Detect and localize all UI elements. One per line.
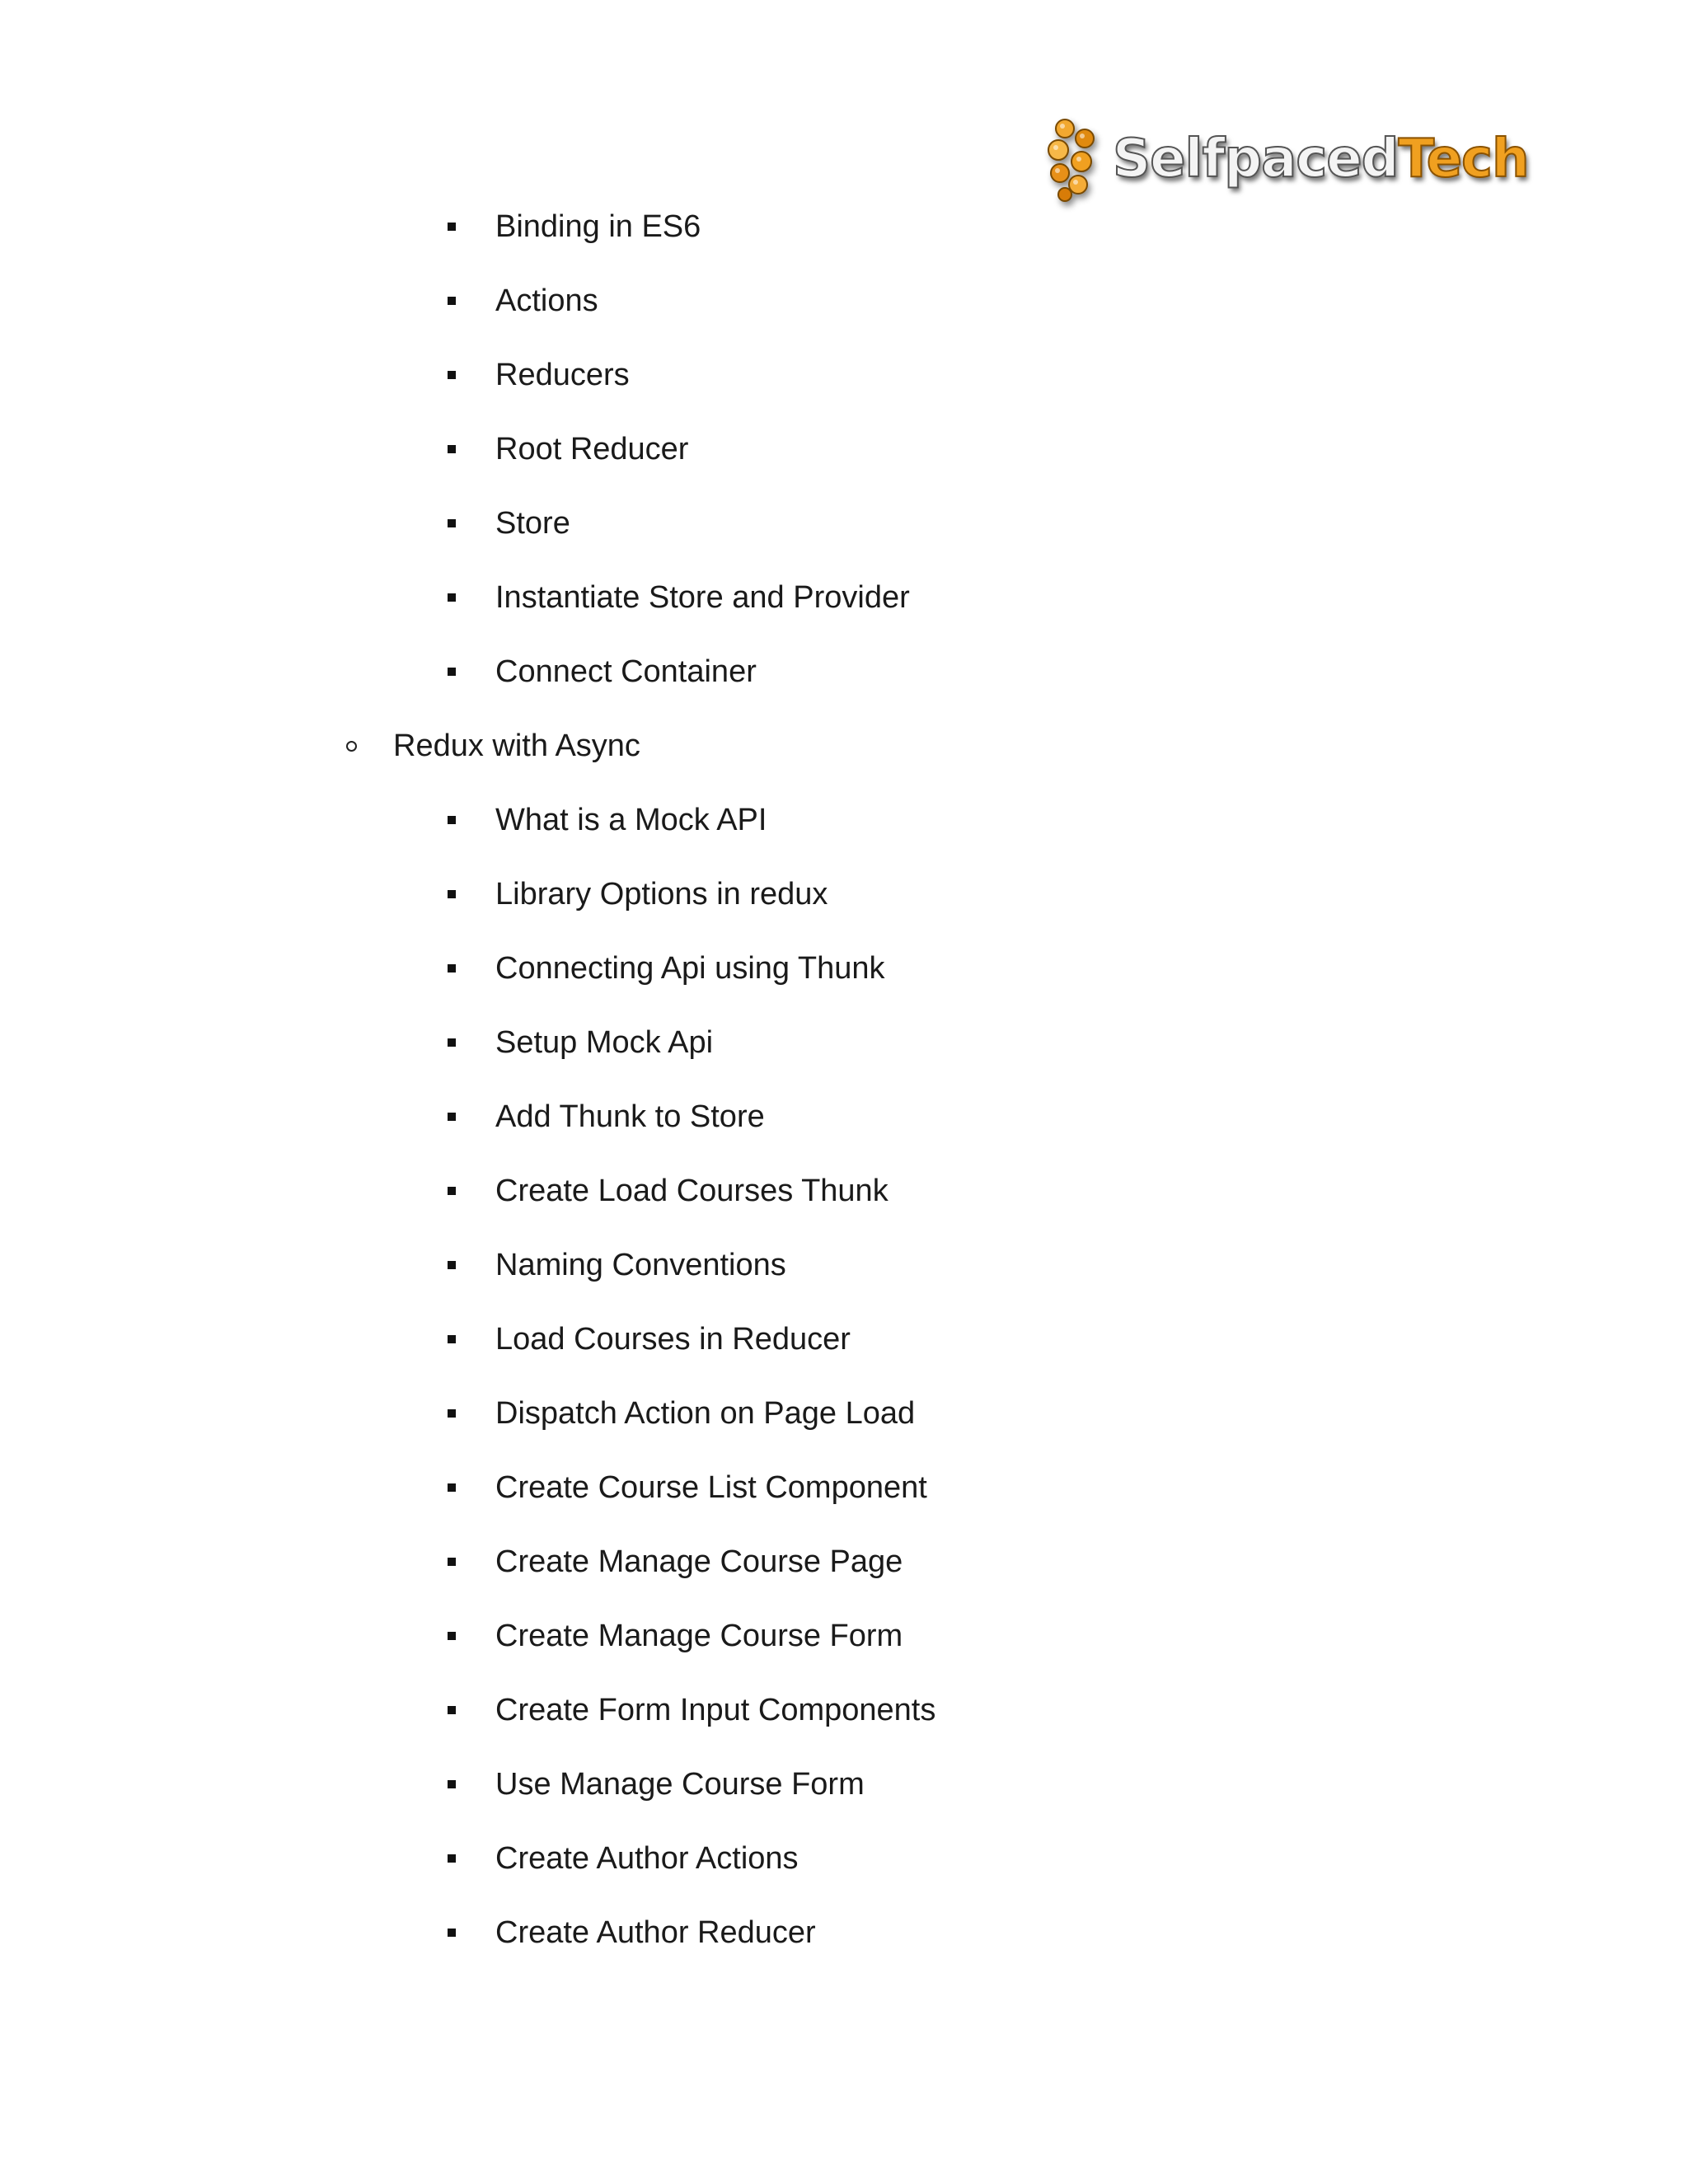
list-item — [448, 1092, 765, 1141]
list-item-label: Load Courses in Reducer — [495, 1321, 851, 1357]
list-item-label: Create Author Actions — [495, 1840, 799, 1876]
list-item-label: Connecting Api using Thunk — [495, 950, 885, 986]
list-item-label: Root Reducer — [495, 431, 689, 466]
list-item — [448, 1389, 915, 1438]
square-bullet-icon — [448, 1780, 456, 1788]
list-item — [448, 1834, 799, 1883]
square-bullet-icon — [448, 816, 456, 824]
list-item-label: Create Manage Course Page — [495, 1544, 903, 1579]
list-item-label: Library Options in redux — [495, 876, 828, 912]
square-bullet-icon — [448, 668, 456, 676]
logo-molecule-icon — [1040, 114, 1104, 204]
square-bullet-icon — [448, 371, 456, 379]
list-item — [448, 1463, 927, 1512]
list-item — [448, 276, 598, 326]
square-bullet-icon — [448, 1409, 456, 1418]
list-item-label: Use Manage Course Form — [495, 1766, 865, 1802]
square-bullet-icon — [448, 1483, 456, 1492]
square-bullet-icon — [448, 964, 456, 972]
square-bullet-icon — [448, 1854, 456, 1863]
list-item — [448, 1685, 935, 1735]
square-bullet-icon — [448, 297, 456, 305]
list-item-label: Create Load Courses Thunk — [495, 1173, 889, 1208]
square-bullet-icon — [448, 445, 456, 453]
list-item — [448, 1240, 786, 1290]
list-item — [448, 350, 630, 400]
list-item — [448, 1611, 903, 1661]
list-item — [448, 1315, 851, 1364]
list-item-label: Create Manage Course Form — [495, 1618, 903, 1653]
list-item-label: Create Form Input Components — [495, 1692, 936, 1727]
square-bullet-icon — [448, 1261, 456, 1269]
square-bullet-icon — [448, 1335, 456, 1343]
list-item-label: Store — [495, 505, 570, 541]
list-item — [448, 647, 757, 696]
list-item — [448, 944, 885, 993]
list-item — [448, 1018, 713, 1067]
list-item-label: Binding in ES6 — [495, 209, 701, 244]
square-bullet-icon — [448, 1632, 456, 1640]
list-item-label: Create Author Reducer — [495, 1915, 816, 1950]
square-bullet-icon — [448, 1038, 456, 1047]
list-item-label: Connect Container — [495, 654, 757, 689]
section-heading-label: Redux with Async — [393, 728, 640, 763]
list-item-label: Add Thunk to Store — [495, 1099, 765, 1134]
list-item — [448, 573, 910, 622]
list-item-label: Setup Mock Api — [495, 1024, 714, 1060]
square-bullet-icon — [448, 1929, 456, 1937]
list-item-label: Reducers — [495, 357, 630, 392]
list-item — [448, 424, 688, 474]
square-bullet-icon — [448, 1706, 456, 1714]
selfpacedtech-logo — [1040, 114, 1529, 204]
list-item — [448, 1760, 865, 1809]
list-item-label: Create Course List Component — [495, 1469, 927, 1505]
list-item — [448, 1166, 889, 1216]
list-item — [448, 869, 828, 919]
list-item-label: What is a Mock API — [495, 802, 767, 837]
list-item — [448, 795, 767, 845]
square-bullet-icon — [448, 890, 456, 898]
list-item — [448, 1537, 903, 1586]
logo-word-tech: Tech — [1398, 129, 1529, 190]
square-bullet-icon — [448, 1558, 456, 1566]
list-item — [448, 1908, 816, 1957]
list-item — [448, 202, 701, 251]
square-bullet-icon — [448, 593, 456, 602]
list-item-label: Actions — [495, 283, 598, 318]
square-bullet-icon — [448, 1113, 456, 1121]
logo-wordmark — [1113, 129, 1529, 190]
list-item-label: Naming Conventions — [495, 1247, 786, 1282]
list-item-label: Dispatch Action on Page Load — [495, 1395, 916, 1431]
logo-word-selfpaced: Selfpaced — [1113, 129, 1399, 190]
list-item-label: Instantiate Store and Provider — [495, 579, 910, 615]
square-bullet-icon — [448, 1187, 456, 1195]
list-item — [448, 499, 570, 548]
section-heading — [346, 721, 640, 771]
circle-bullet-icon — [346, 741, 357, 752]
square-bullet-icon — [448, 519, 456, 527]
square-bullet-icon — [448, 223, 456, 231]
